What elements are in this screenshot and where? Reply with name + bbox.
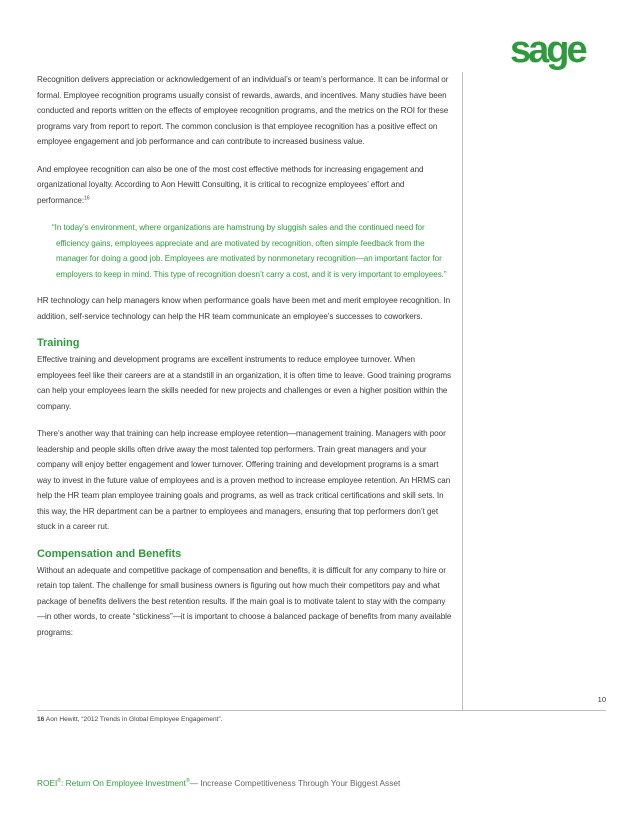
footer-roei: ROEI [37, 778, 58, 788]
sage-logo-mark [510, 28, 606, 76]
paragraph-compensation: Without an adequate and competitive package of compensation and benefits, it is difficult for any company to hire or retain top talent. The challenge for small business owners is figuring out how much their competitors pay and what package of benefits delivers the best retention results. If the main goal is to motivate talent to stay with the company—in other words, to create “stickiness”—it is important to choose a balanced package of benefits from many available programs: [37, 565, 452, 637]
paragraph-hr-technology: HR technology can help managers know when performance goals have been met and merit employee recognition. In addition, self-service technology can help the HR team communicate an employee’s successes to coworkers. [37, 296, 451, 321]
footnote [37, 716, 222, 723]
heading-compensation: Compensation and Benefits [37, 547, 182, 560]
footer-registered-2: ® [185, 778, 190, 785]
paragraph-cost-effective [37, 162, 453, 209]
footer-tagline: — Increase Competitiveness Through Your Biggest Asset [189, 778, 401, 788]
footer-registered-1: ® [57, 778, 61, 785]
paragraph-cost-effective-text: And employee recognition can also be one of the most cost effective methods for increasing engagement and organizational loyalty. According to Aon Hewitt Consulting, it is critical to recognize employees’ effort and performance: [37, 164, 424, 205]
footer-mid: : Return On Employee Investment [60, 778, 186, 788]
paragraph-recognition: Recognition delivers appreciation or acknowledgement of an individual’s or team’s performance. It can be informal or formal. Employee recognition programs usually consist of rewards, awards, and incentives. Many studies have been conducted and reports written on the effects of employee recognition programs, and the metrics on the ROI for these programs vary from report to report. The common conclusion is that employee recognition has a positive effect on employee engagement and job performance and can contribute to increased business value. [37, 75, 449, 146]
document-footer [37, 778, 400, 788]
aon-hewitt-quote: “In today’s environment, where organizations are hamstrung by sluggish sales and the continued need for efficiency gains, employees appreciate and are motivated by recognition, often simple feedback from the manager for doing a good job. Employees are motivated by nonmonetary recognition—an important factor for employers to keep in mind. This type of recognition doesn’t carry a cost, and it is very important to employees.” [52, 223, 447, 279]
footnote-ref: 16 [84, 194, 90, 201]
sage-logo [510, 28, 606, 76]
footnote-text: Aon Hewitt, “2012 Trends in Global Employee Engagement”. [44, 716, 223, 723]
heading-training: Training [37, 337, 80, 349]
page-number: 10 [597, 695, 606, 704]
paragraph-training-1: Effective training and development programs are excellent instruments to reduce employee turnover. When employees feel like their careers are at a standstill in an organization, it is often time to leave. Good training programs can help your employees learn the skills needed for new projects and challenges or even a higher position within the company. [37, 355, 452, 411]
footnote-divider [37, 710, 606, 711]
sage-logo-text: sage [510, 29, 585, 71]
footnote-number: 16 [37, 716, 45, 723]
paragraph-training-2: There’s another way that training can help increase employee retention—management training. Managers with poor leadership and people skills often drive away the most talented top performers. Train great managers and your company will enjoy better engagement and lower turnover. Offering training and development programs is a smart way to invest in the future value of employees and is a proven method to increase employee retention. An HRMS can help the HR team plan employee training goals and programs, as well as track critical certifications and skill sets. In this way, the HR department can be a partner to employees and managers, ensuring that top performers don’t get stuck in a career rut. [37, 429, 451, 531]
main-content [37, 72, 453, 652]
vertical-divider [462, 72, 463, 710]
